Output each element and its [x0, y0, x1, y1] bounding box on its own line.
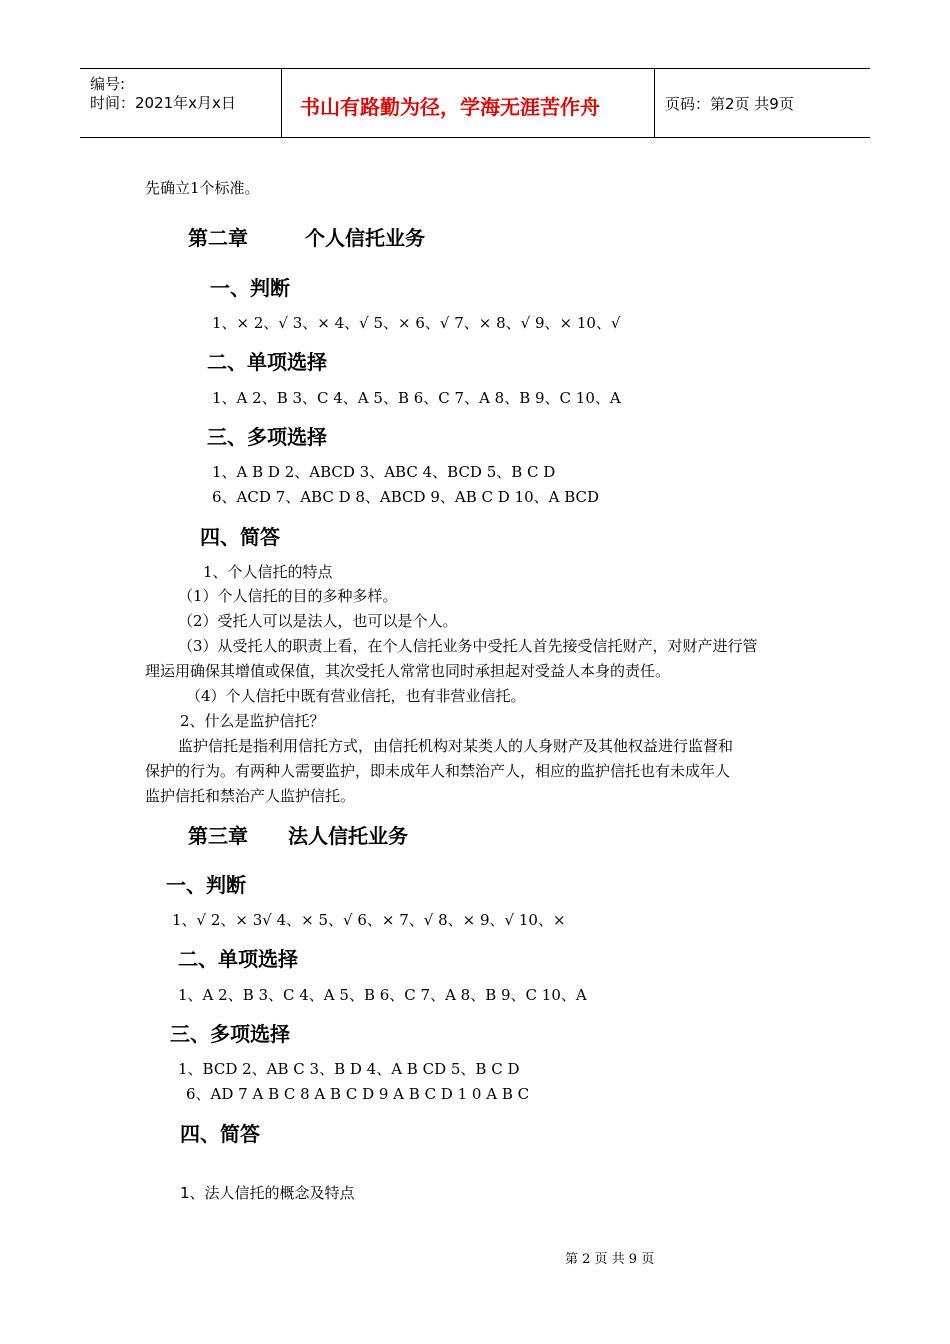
ch3-judge-heading: 一、判断	[166, 873, 246, 897]
ch3-multi-answers-2: 6、AD 7 A B C 8 A B C D 9 A B C D 1 0 A B C	[186, 1085, 530, 1103]
ch2-q1-point-4: （4）个人信托中既有营业信托，也有非营业信托。	[186, 687, 526, 705]
ch2-multi-heading: 三、多项选择	[207, 425, 327, 449]
ch3-short-heading: 四、简答	[180, 1122, 260, 1146]
ch2-q2-line-1: 监护信托是指利用信托方式，由信托机构对某类人的人身财产及其他权益进行监督和	[178, 737, 734, 755]
ch2-q2-line-2: 保护的行为。有两种人需要监护，即未成年人和禁治产人，相应的监护信托也有未成年人	[145, 762, 731, 780]
page-header-table	[80, 68, 870, 138]
chapter-2-subtitle: 个人信托业务	[305, 226, 425, 250]
page-footer: 第 2 页 共 9 页	[565, 1252, 655, 1267]
ch2-q1-title: 1、个人信托的特点	[203, 563, 333, 581]
ch2-q2-line-3: 监护信托和禁治产人监护信托。	[145, 787, 356, 805]
ch2-q2-title: 2、什么是监护信托？	[180, 712, 325, 730]
header-divider	[654, 69, 655, 137]
ch2-single-heading: 二、单项选择	[207, 350, 327, 374]
ch2-single-answers: 1、A 2、B 3、C 4、A 5、B 6、C 7、A 8、B 9、C 10、A	[212, 389, 621, 407]
header-time-label: 时间：2021年x月x日	[90, 94, 236, 112]
ch2-multi-answers-1: 1、A B D 2、ABCD 3、ABC 4、BCD 5、B C D	[212, 463, 556, 481]
ch3-judge-answers: 1、√ 2、× 3√ 4、× 5、√ 6、× 7、√ 8、× 9、√ 10、×	[172, 911, 566, 929]
ch3-multi-answers-1: 1、BCD 2、AB C 3、B D 4、A B CD 5、B C D	[178, 1060, 520, 1078]
ch2-q1-point-3-cont: 理运用确保其增值或保值，其次受托人常常也同时承担起对受益人本身的责任。	[145, 662, 671, 680]
ch3-single-heading: 二、单项选择	[178, 947, 298, 971]
ch2-multi-answers-2: 6、ACD 7、ABC D 8、ABCD 9、AB C D 10、A BCD	[212, 488, 600, 506]
chapter-3-subtitle: 法人信托业务	[288, 824, 408, 848]
ch2-judge-heading: 一、判断	[210, 276, 290, 300]
ch2-short-heading: 四、简答	[200, 525, 280, 549]
ch2-q1-point-2: （2）受托人可以是法人，也可以是个人。	[178, 612, 458, 630]
ch3-q1-title: 1、法人信托的概念及特点	[180, 1184, 355, 1202]
chapter-3-title: 第三章	[188, 824, 248, 848]
header-divider	[281, 69, 282, 137]
ch2-q1-point-1: （1）个人信托的目的多种多样。	[178, 587, 398, 605]
intro-line: 先确立1个标准。	[145, 179, 260, 197]
ch3-multi-heading: 三、多项选择	[170, 1022, 290, 1046]
header-number-label: 编号:	[90, 75, 126, 93]
ch2-q1-point-3: （3）从受托人的职责上看，在个人信托业务中受托人首先接受信托财产，对财产进行管	[178, 637, 758, 655]
ch3-single-answers: 1、A 2、B 3、C 4、A 5、B 6、C 7、A 8、B 9、C 10、A	[178, 986, 587, 1004]
header-motto: 书山有路勤为径，学海无涯苦作舟	[300, 95, 600, 119]
ch2-judge-answers: 1、× 2、√ 3、× 4、√ 5、× 6、√ 7、× 8、√ 9、× 10、√	[212, 314, 621, 332]
header-page-label: 页码：第2页 共9页	[665, 95, 794, 113]
chapter-2-title: 第二章	[188, 226, 248, 250]
